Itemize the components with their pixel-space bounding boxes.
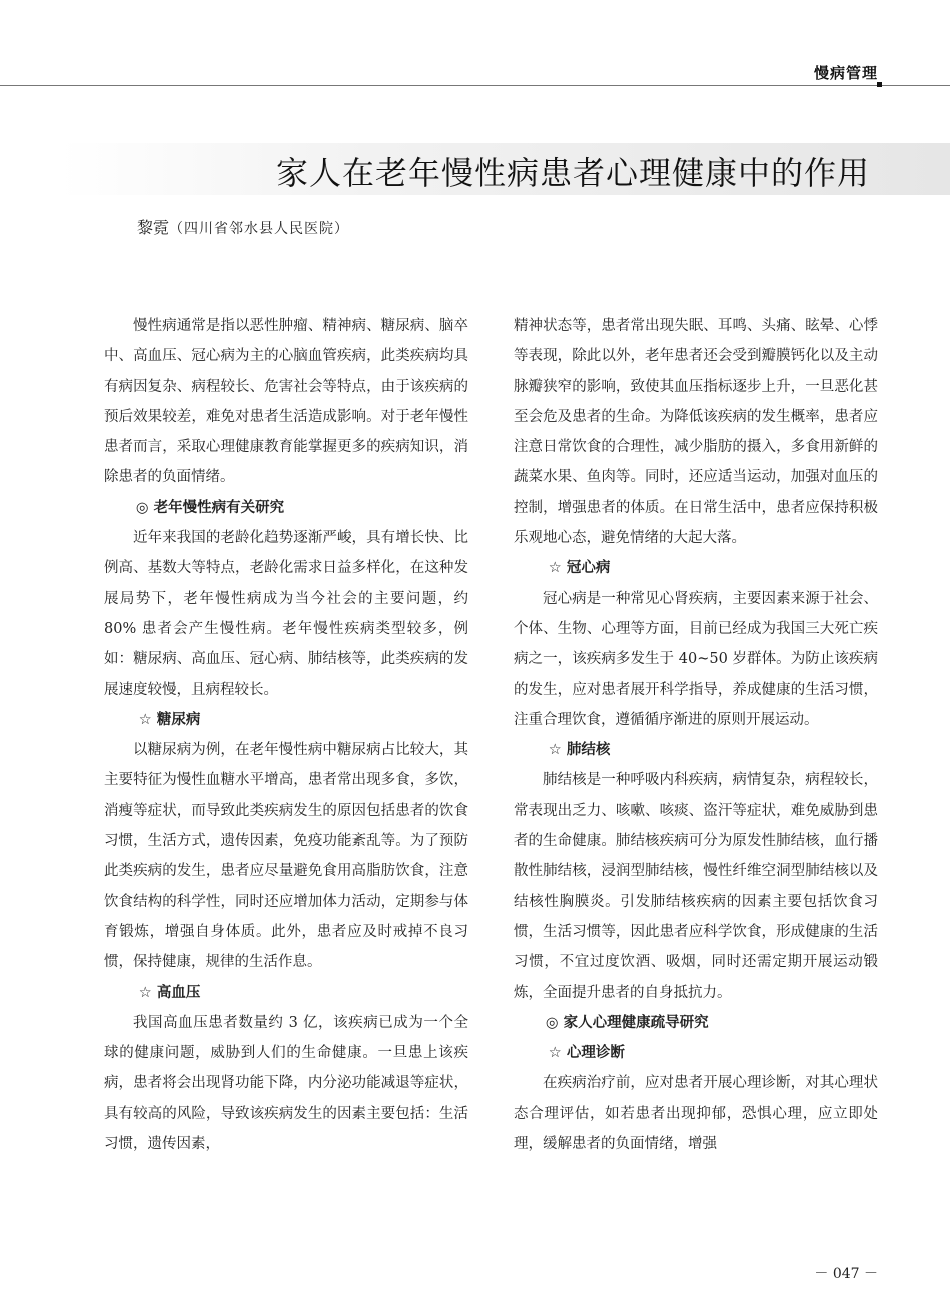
subsection-heading: ☆ 冠心病 xyxy=(548,560,611,577)
right-column xyxy=(514,311,878,1159)
article-title: 家人在老年慢性病患者心理健康中的作用 xyxy=(275,154,870,192)
section-tag: 慢病管理 xyxy=(813,64,878,82)
subsection-heading: ☆ 糖尿病 xyxy=(138,711,201,728)
page-number: － 047 － xyxy=(814,1266,878,1282)
paragraph: 慢性病通常是指以恶性肿瘤、精神病、糖尿病、脑卒中、高血压、冠心病为主的心脑血管疾病，此类疾病均具有病因复杂、病程较长、危害社会等特点，由于该疾病的预后效果较差，难免对患者生活造成影响。对于老年慢性患者而言，采取心理健康教育能掌握更多的疾病知识，消除患者的负面情绪。 xyxy=(104,318,468,486)
subsection-heading: ☆ 高血压 xyxy=(138,984,201,1001)
header-rule xyxy=(0,85,950,86)
paragraph: 我国高血压患者数量约 3 亿，该疾病已成为一个全球的健康问题，威胁到人们的生命健康。一旦患上该疾病，患者将会出现肾功能下降，内分泌功能减退等症状，具有较高的风险，导致该疾病发生的因素主要包括：生活习惯，遗传因素， xyxy=(104,1014,468,1153)
byline xyxy=(137,215,349,238)
subsection-heading: ☆ 肺结核 xyxy=(548,742,611,759)
author-affiliation: （四川省邻水县人民医院） xyxy=(169,221,350,237)
paragraph: 冠心病是一种常见心肾疾病，主要因素来源于社会、个体、生物、心理等方面，目前已经成为我国三大死亡疾病之一，该疾病多发生于 40~50 岁群体。为防止该疾病的发生，应对患者展开科学指导，养成健康的生活习惯，注重合理饮食，遵循循序渐进的原则开展运动。 xyxy=(514,590,878,728)
left-column xyxy=(104,311,468,1159)
paragraph: 近年来我国的老龄化趋势逐渐严峻，具有增长快、比例高、基数大等特点，老龄化需求日益多样化，在这种发展局势下，老年慢性病成为当今社会的主要问题，约 80% 患者会产生慢性病。老年慢性疾病类型较多，例如：糖尿病、高血压、冠心病、肺结核等，此类疾病的发展速度较慢，且病程较长。 xyxy=(104,530,468,698)
paragraph: 以糖尿病为例，在老年慢性病中糖尿病占比较大，其主要特征为慢性血糖水平增高，患者常出现多食，多饮，消瘦等症状，而导致此类疾病发生的原因包括患者的饮食习惯，生活方式，遗传因素，免疫功能紊乱等。为了预防此类疾病的发生，患者应尽量避免食用高脂肪饮食，注意饮食结构的科学性，同时还应增加体力活动，定期参与体育锻炼，增强自身体质。此外，患者应及时戒掉不良习惯，保持健康，规律的生活作息。 xyxy=(104,742,468,971)
paragraph: 精神状态等，患者常出现失眠、耳鸣、头痛、眩晕、心悸等表现，除此以外，老年患者还会受到瓣膜钙化以及主动脉瓣狭窄的影响，致使其血压指标逐步上升，一旦恶化甚至会危及患者的生命。为降低该疾病的发生概率，患者应注意日常饮食的合理性，减少脂肪的摄入，多食用新鲜的蔬菜水果、鱼肉等。同时，还应适当运动，加强对血压的控制，增强患者的体质。在日常生活中，患者应保持积极乐观地心态，避免情绪的大起大落。 xyxy=(514,318,878,547)
section-heading: ◎ 家人心理健康疏导研究 xyxy=(545,1014,709,1031)
paragraph: 在疾病治疗前，应对患者开展心理诊断，对其心理状态合理评估，如若患者出现抑郁，恐惧心理，应立即处理，缓解患者的负面情绪，增强 xyxy=(514,1075,878,1153)
subsection-heading: ☆ 心理诊断 xyxy=(548,1045,625,1062)
section-heading: ◎ 老年慢性病有关研究 xyxy=(135,499,285,516)
paragraph: 肺结核是一种呼吸内科疾病，病情复杂，病程较长，常表现出乏力、咳嗽、咳痰、盗汗等症状，难免威胁到患者的生命健康。肺结核疾病可分为原发性肺结核，血行播散性肺结核，浸润型肺结核，慢性纤维空洞型肺结核以及结核性胸膜炎。引发肺结核疾病的因素主要包括饮食习惯，生活习惯等，因此患者应科学饮食，形成健康的生活习惯，不宜过度饮酒、吸烟，同时还需定期开展运动锻炼，全面提升患者的自身抵抗力。 xyxy=(514,772,878,1001)
author-name: 黎霓 xyxy=(137,218,170,237)
section-tag-marker xyxy=(877,82,882,87)
